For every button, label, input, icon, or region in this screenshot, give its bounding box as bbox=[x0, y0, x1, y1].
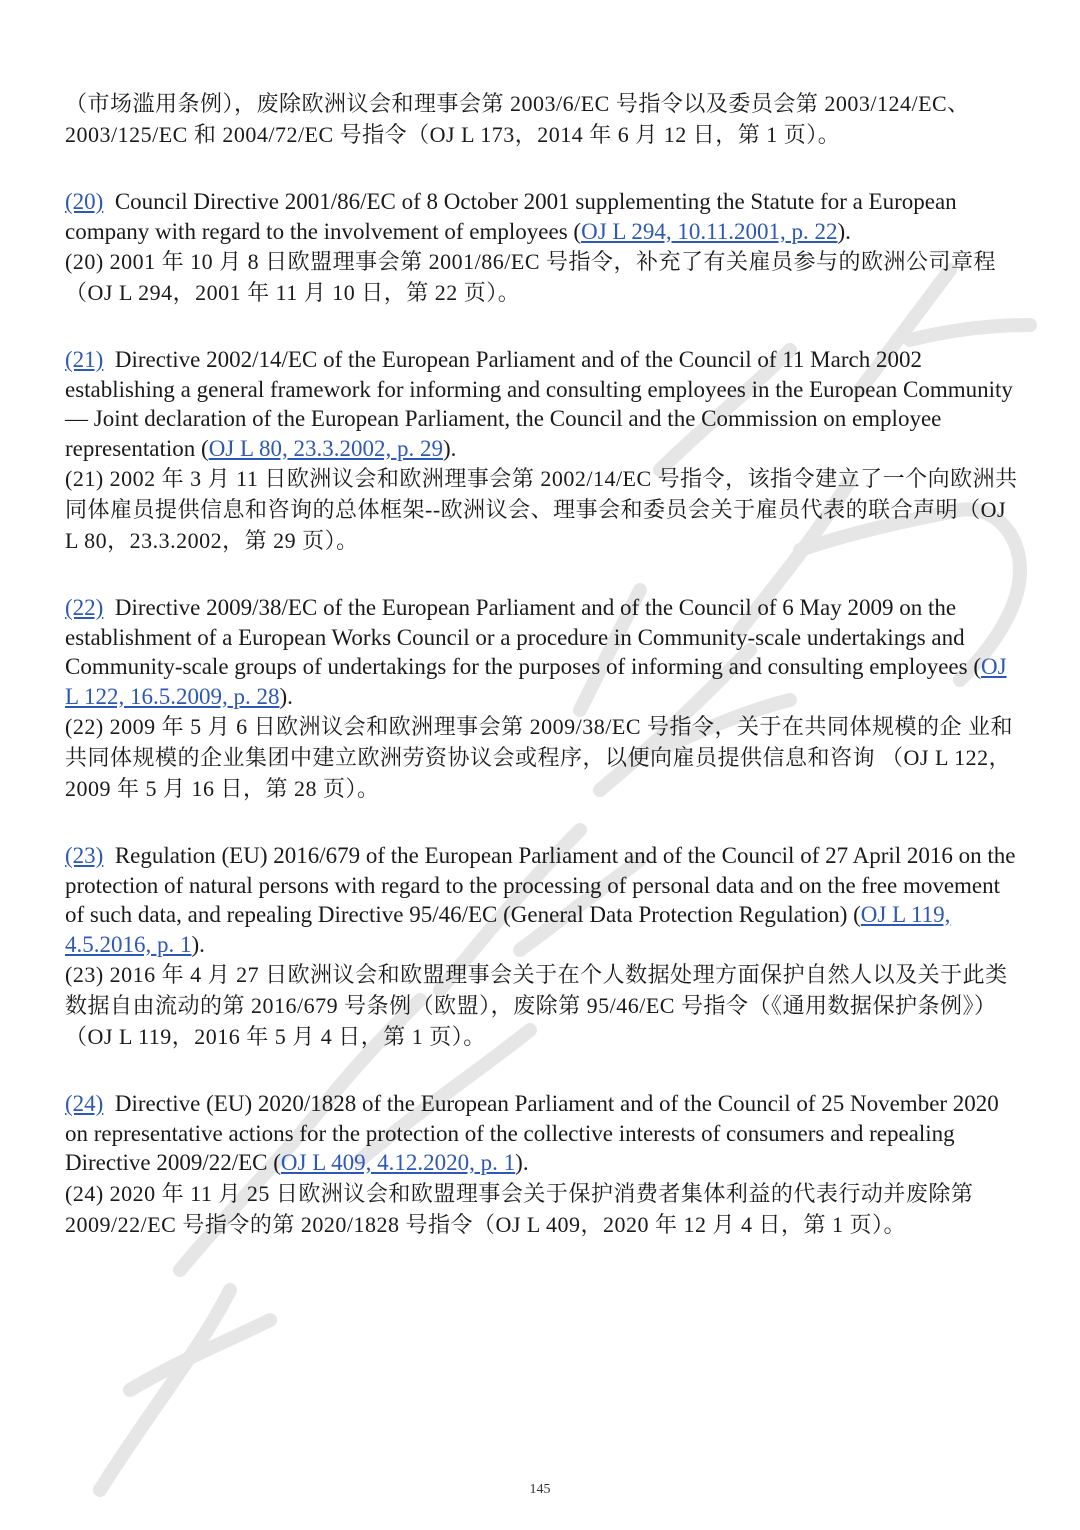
entry-body-en: Directive 2009/38/EC of the European Parliament and of the Council of 6 May 2009 on the establishment of a European Works Council or a procedure in Community-scale undertakings and Community-scale groups of undertakings for the purposes of informing and consulting employees ( bbox=[65, 595, 981, 679]
document-body bbox=[65, 88, 1020, 1240]
entry-text-en bbox=[65, 187, 1020, 246]
entry-body-en: Council Directive 2001/86/EC of 8 October 2001 supplementing the Statute for a European company with regard to the involvement of employees ( bbox=[65, 189, 957, 244]
entry-tail: ). bbox=[191, 931, 205, 957]
entry-tail: ). bbox=[442, 435, 457, 461]
entry-text-zh: (24) 2020 年 11 月 25 日欧洲议会和欧盟理事会关于保护消费者集体利益的代表行动并废除第 2009/22/EC 号指令的第 2020/1828 号指令（OJ L 409，2020 年 12 月 4 日，第 1 页）。 bbox=[65, 1180, 974, 1237]
oj-reference-link[interactable]: OJ L 122, 16.5.2009, p. 28 bbox=[65, 654, 1007, 709]
reference-entry bbox=[65, 841, 1020, 1052]
entry-number-link[interactable]: (24) bbox=[65, 1091, 104, 1116]
reference-entry bbox=[65, 187, 1020, 308]
oj-reference-link[interactable]: OJ L 294, 10.11.2001, p. 22 bbox=[581, 218, 838, 244]
entry-text-zh: (20) 2001 年 10 月 8 日欧盟理事会第 2001/86/EC 号指令，补充了有关雇员参与的欧洲公司章程 （OJ L 294，2001 年 11 月 10 日，第 22 页）。 bbox=[65, 249, 996, 305]
entry-number-link[interactable]: (21) bbox=[65, 347, 104, 372]
entry-number-link[interactable]: (22) bbox=[65, 595, 104, 620]
entry-text-en bbox=[65, 345, 1020, 463]
page-number: 145 bbox=[529, 1482, 551, 1497]
entry-text-en bbox=[65, 1089, 1020, 1178]
entry-tail: ). bbox=[837, 218, 851, 244]
intro-paragraph-zh: （市场滥用条例），废除欧洲议会和理事会第 2003/6/EC 号指令以及委员会第 2003/124/EC、2003/125/EC 和 2004/72/EC 号指令（OJ L 173，2014 年 6 月 12 日，第 1 页）。 bbox=[65, 91, 970, 147]
entry-body-en: Directive 2002/14/EC of the European Parliament and of the Council of 11 March 2002 establishing a general framework for informing and consulting employees in the European Community — Joint declaration of the European Parliament, the Council and the Commission on employee representation ( bbox=[65, 347, 1013, 461]
entry-body-en: Regulation (EU) 2016/679 of the European Parliament and of the Council of 27 April 2016 on the protection of natural persons with regard to the processing of personal data and on the free movement of such data, and repealing Directive 95/46/EC (General Data Protection Regulation) ( bbox=[65, 843, 1016, 927]
entry-tail: ). bbox=[279, 683, 293, 709]
entry-number-link[interactable]: (23) bbox=[65, 843, 104, 868]
entry-number-link[interactable]: (20) bbox=[65, 189, 104, 214]
reference-entry bbox=[65, 345, 1020, 556]
entry-tail: ). bbox=[515, 1150, 529, 1175]
reference-entries bbox=[65, 187, 1020, 1240]
entry-text-zh: (23) 2016 年 4 月 27 日欧洲议会和欧盟理事会关于在个人数据处理方面保护自然人以及关于此类数据自由流动的第 2016/679 号条例（欧盟），废除第 95/46/EC 号指令（《通用数据保护条例》）（OJ L 119，2016 年 5 月 4 日，第 1 页）。 bbox=[65, 962, 1008, 1049]
entry-text-zh: (21) 2002 年 3 月 11 日欧洲议会和欧洲理事会第 2002/14/EC 号指令，该指令建立了一个向欧洲共同体雇员提供信息和咨询的总体框架--欧洲议会、理事会和委员会关于雇员代表的联合声明（OJ L 80，23.3.2002，第 29 页）。 bbox=[65, 466, 1018, 553]
entry-text-zh: (22) 2009 年 5 月 6 日欧洲议会和欧洲理事会第 2009/38/EC 号指令，关于在共同体规模的企 业和共同体规模的企业集团中建立欧洲劳资协议会或程序，以便向雇员提供信息和咨询 （OJ L 122，2009 年 5 月 16 日，第 28 页）。 bbox=[65, 714, 1013, 801]
reference-entry bbox=[65, 593, 1020, 804]
entry-body-en: Directive (EU) 2020/1828 of the European Parliament and of the Council of 25 November 2020 on representative actions for the protection of the collective interests of consumers and repealing Directive 2009/22/EC ( bbox=[65, 1091, 999, 1175]
entry-text-en bbox=[65, 841, 1020, 959]
oj-reference-link[interactable]: OJ L 80, 23.3.2002, p. 29 bbox=[208, 435, 443, 461]
oj-reference-link[interactable]: OJ L 409, 4.12.2020, p. 1 bbox=[280, 1150, 516, 1175]
oj-reference-link[interactable]: OJ L 119, 4.5.2016, p. 1 bbox=[65, 902, 951, 957]
entry-text-en bbox=[65, 593, 1020, 711]
reference-entry bbox=[65, 1089, 1020, 1240]
